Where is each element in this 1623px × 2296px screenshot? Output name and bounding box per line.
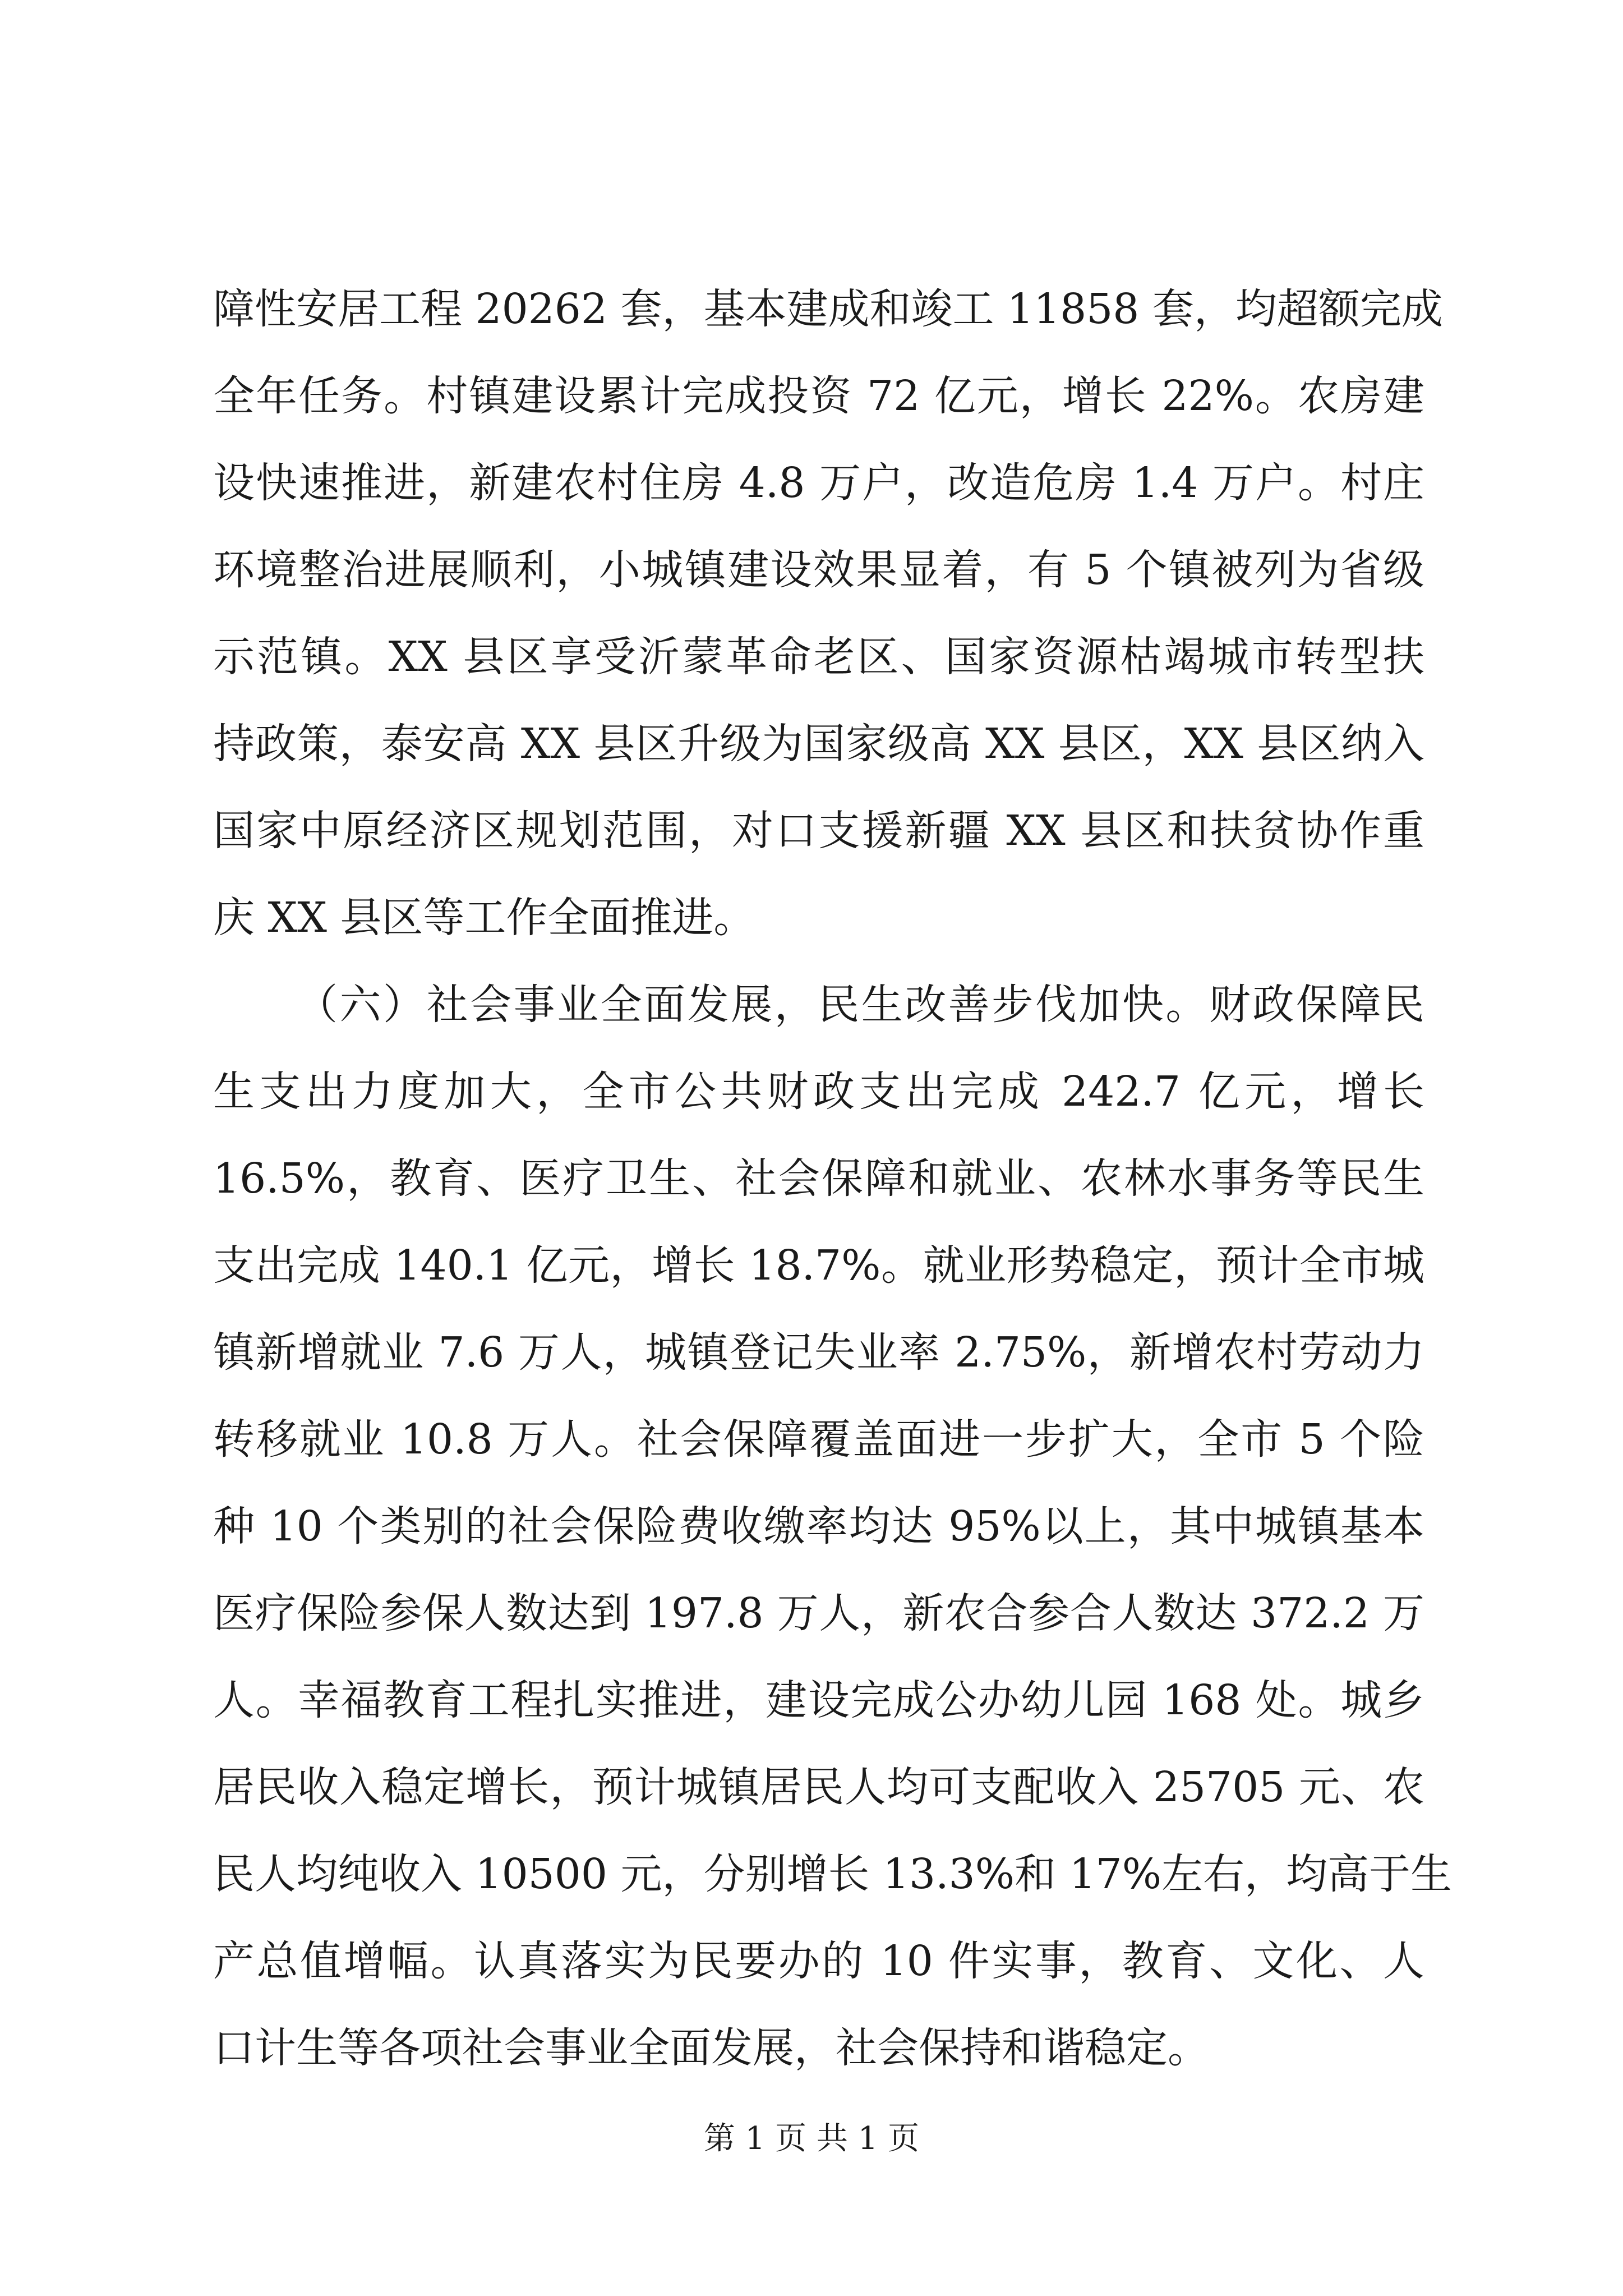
text-line: 设快速推进，新建农村住房 4.8 万户，改造危房 1.4 万户。村庄 xyxy=(213,459,1424,507)
document-body xyxy=(213,266,1453,2092)
text-line: 庆 XX 县区等工作全面推进。 xyxy=(213,894,755,942)
text-line: 居民收入稳定增长，预计城镇居民人均可支配收入 25705 元、农 xyxy=(213,1763,1424,1811)
text-line: 产总值增幅。认真落实为民要办的 10 件实事，教育、文化、人 xyxy=(213,1937,1424,1985)
text-line: 全年任务。村镇建设累计完成投资 72 亿元，增长 22%。农房建 xyxy=(213,372,1424,420)
text-line: 国家中原经济区规划范围，对口支援新疆 XX 县区和扶贫协作重 xyxy=(213,807,1424,855)
text-line: 转移就业 10.8 万人。社会保障覆盖面进一步扩大，全市 5 个险 xyxy=(213,1415,1424,1464)
paragraph-housing-rural-development xyxy=(213,266,1443,961)
page-number-footer: 第 1 页 共 1 页 xyxy=(703,2120,920,2157)
text-line: 持政策，泰安高 XX 县区升级为国家级高 XX 县区，XX 县区纳入 xyxy=(213,720,1424,768)
text-line: 环境整治进展顺利，小城镇建设效果显着，有 5 个镇被列为省级 xyxy=(213,546,1424,594)
text-line: 民人均纯收入 10500 元，分别增长 13.3%和 17%左右，均高于生 xyxy=(213,1850,1453,1898)
text-line: 人。幸福教育工程扎实推进，建设完成公办幼儿园 168 处。城乡 xyxy=(213,1676,1424,1724)
text-line: 障性安居工程 20262 套，基本建成和竣工 11858 套，均超额完成 xyxy=(213,285,1443,333)
text-line: 种 10 个类别的社会保险费收缴率均达 95%以上，其中城镇基本 xyxy=(213,1502,1424,1550)
text-line: 支出完成 140.1 亿元，增长 18.7%。就业形势稳定，预计全市城 xyxy=(213,1241,1424,1290)
text-line: 镇新增就业 7.6 万人，城镇登记失业率 2.75%，新增农村劳动力 xyxy=(213,1328,1424,1377)
text-line: 生支出力度加大，全市公共财政支出完成 242.7 亿元，增长 xyxy=(213,1068,1424,1116)
text-line: 示范镇。XX 县区享受沂蒙革命老区、国家资源枯竭城市转型扶 xyxy=(213,633,1424,681)
text-line: （六）社会事业全面发展，民生改善步伐加快。财政保障民 xyxy=(296,981,1424,1029)
text-line: 16.5%，教育、医疗卫生、社会保障和就业、农林水事务等民生 xyxy=(213,1154,1424,1203)
text-line: 医疗保险参保人数达到 197.8 万人，新农合参合人数达 372.2 万 xyxy=(213,1589,1424,1637)
paragraph-social-development xyxy=(213,961,1453,2092)
text-line: 口计生等各项社会事业全面发展，社会保持和谐稳定。 xyxy=(213,2024,1209,2072)
